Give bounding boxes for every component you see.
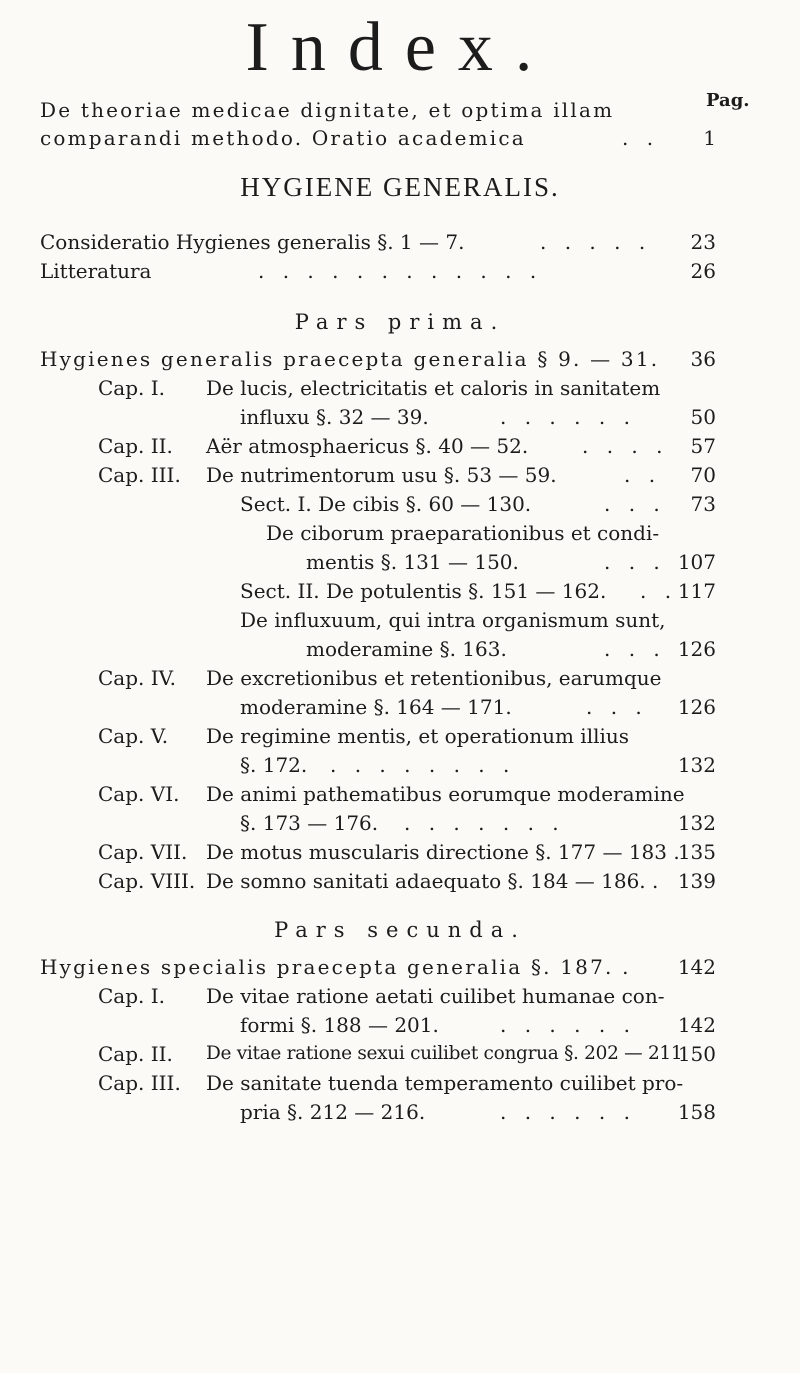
entry-text: mentis §. 131 — 150. (306, 550, 519, 574)
chapter-label: Cap. III. (98, 463, 181, 487)
index-entry (0, 779, 800, 809)
page-number: 26 (690, 259, 716, 283)
index-entry-continued (0, 808, 800, 838)
page-number: 117 (677, 579, 716, 603)
entry-text: Aër atmosphaericus §. 40 — 52. (206, 434, 529, 458)
entry-text: De nutrimentorum usu §. 53 — 59. (206, 463, 557, 487)
chapter-label: Cap. III. (98, 1071, 181, 1095)
page-number: 36 (690, 347, 716, 371)
page-number: 50 (690, 405, 716, 429)
index-entry (0, 256, 800, 286)
leader-dots: . . . (586, 695, 648, 719)
index-entry-continued (0, 1010, 800, 1040)
entry-text: De vitae ratione aetati cuilibet humanae con- (206, 984, 665, 1008)
page-number: 23 (690, 230, 716, 254)
entry-text: §. 172. (240, 753, 308, 777)
leader-dots: . . . . . . (500, 1013, 636, 1037)
index-entry (0, 373, 800, 403)
index-entry (0, 431, 800, 461)
oratio-line-2 (0, 123, 800, 153)
pars-main-entry (0, 344, 800, 374)
index-entry-continued (0, 402, 800, 432)
entry-text: moderamine §. 163. (306, 637, 507, 661)
entry-text: De influxuum, qui intra organismum sunt, (240, 608, 666, 632)
chapter-label: Cap. VIII. (98, 869, 196, 893)
oratio-text-2: comparandi methodo. Oratio academica (40, 126, 526, 150)
page-number: 158 (677, 1100, 716, 1124)
leader-dots: . . . . . (540, 230, 652, 254)
page-number: 126 (677, 695, 716, 719)
page-number: 73 (690, 492, 716, 516)
leader-dots: . . . (604, 492, 666, 516)
entry-text: De sanitate tuenda temperamento cuilibet pro- (206, 1071, 684, 1095)
index-entry (0, 866, 800, 896)
leader-dots: . . . . . . (500, 405, 636, 429)
index-entry (0, 518, 800, 548)
page-number: 57 (690, 434, 716, 458)
index-entry-continued (0, 1097, 800, 1127)
entry-text: De vitae ratione sexui cuilibet congrua §. 202 — 211 (206, 1043, 683, 1064)
page-title: Index. (245, 9, 555, 86)
leader-dots: . . (640, 579, 678, 603)
index-entry (0, 605, 800, 635)
entry-text: influxu §. 32 — 39. (240, 405, 429, 429)
index-entry-continued (0, 692, 800, 722)
page-number: 142 (677, 955, 716, 979)
page-number: 126 (677, 637, 716, 661)
entry-text: De ciborum praeparationibus et condi- (266, 521, 660, 545)
oratio-line-1 (0, 95, 800, 125)
pars-main-entry (0, 952, 800, 982)
leader-dots: . . . . . . . . (330, 753, 516, 777)
chapter-label: Cap. VII. (98, 840, 188, 864)
page-number: 132 (677, 811, 716, 835)
entry-text: Consideratio Hygienes generalis §. 1 — 7. (40, 230, 465, 254)
index-entry (0, 576, 800, 606)
index-entry (0, 460, 800, 490)
leader-dots: . . . . (582, 434, 669, 458)
index-entry (0, 1068, 800, 1098)
chapter-label: Cap. II. (98, 1042, 173, 1066)
entry-text: De regimine mentis, et operationum illius (206, 724, 630, 748)
page-number: 107 (677, 550, 716, 574)
section-heading: HYGIENE GENERALIS. (240, 172, 560, 202)
index-entry (0, 981, 800, 1011)
chapter-label: Cap. V. (98, 724, 169, 748)
page-number: 1 (703, 126, 716, 150)
entry-text: Litteratura (40, 259, 152, 283)
leader-dots: . . . . . . . . . . . . (258, 259, 543, 283)
page-number: 132 (677, 753, 716, 777)
index-entry (0, 489, 800, 519)
entry-text: formi §. 188 — 201. (240, 1013, 439, 1037)
index-entry (0, 227, 800, 257)
entry-text: moderamine §. 164 — 171. (240, 695, 512, 719)
entry-text: Hygienes specialis praecepta generalia §. 187. . (40, 955, 631, 979)
index-entry (0, 837, 800, 867)
entry-text: De excretionibus et retentionibus, earumque (206, 666, 662, 690)
entry-text: Sect. II. De potulentis §. 151 — 162. (240, 579, 607, 603)
chapter-label: Cap. I. (98, 376, 166, 400)
leader-dots: . . . . . . . (404, 811, 565, 835)
index-entry (0, 721, 800, 751)
index-entry-continued (0, 547, 800, 577)
entry-text: §. 173 — 176. (240, 811, 379, 835)
chapter-label: Cap. VI. (98, 782, 180, 806)
page-number: 150 (677, 1042, 716, 1066)
oratio-text-1: De theoriae medicae dignitate, et optima illam (40, 98, 615, 122)
chapter-label: Cap. IV. (98, 666, 176, 690)
entry-text: De motus muscularis directione §. 177 — 183 . (206, 840, 680, 864)
page-number: 142 (677, 1013, 716, 1037)
page-number: 70 (690, 463, 716, 487)
page-column-label: Pag. (706, 90, 750, 111)
entry-text: De lucis, electricitatis et caloris in sanitatem (206, 376, 661, 400)
entry-text: De animi pathematibus eorumque moderamine (206, 782, 685, 806)
page-number: 135 (677, 840, 716, 864)
entry-text: Hygienes generalis praecepta generalia § 9. — 31. (40, 347, 660, 371)
leader-dots: . . . (604, 550, 666, 574)
page-number: 139 (677, 869, 716, 893)
pars-secunda-heading: Pars secunda. (274, 918, 526, 942)
index-entry (0, 1039, 800, 1069)
leader-dots: . . (622, 126, 660, 150)
chapter-label: Cap. I. (98, 984, 166, 1008)
entry-text: pria §. 212 — 216. (240, 1100, 426, 1124)
chapter-label: Cap. II. (98, 434, 173, 458)
entry-text: De somno sanitati adaequato §. 184 — 186. . (206, 869, 659, 893)
leader-dots: . . (624, 463, 662, 487)
leader-dots: . . . (604, 637, 666, 661)
entry-text: Sect. I. De cibis §. 60 — 130. (240, 492, 532, 516)
pars-prima-heading: Pars prima. (294, 310, 506, 334)
index-entry-continued (0, 750, 800, 780)
index-entry-continued (0, 634, 800, 664)
leader-dots: . . . . . . (500, 1100, 636, 1124)
index-entry (0, 663, 800, 693)
